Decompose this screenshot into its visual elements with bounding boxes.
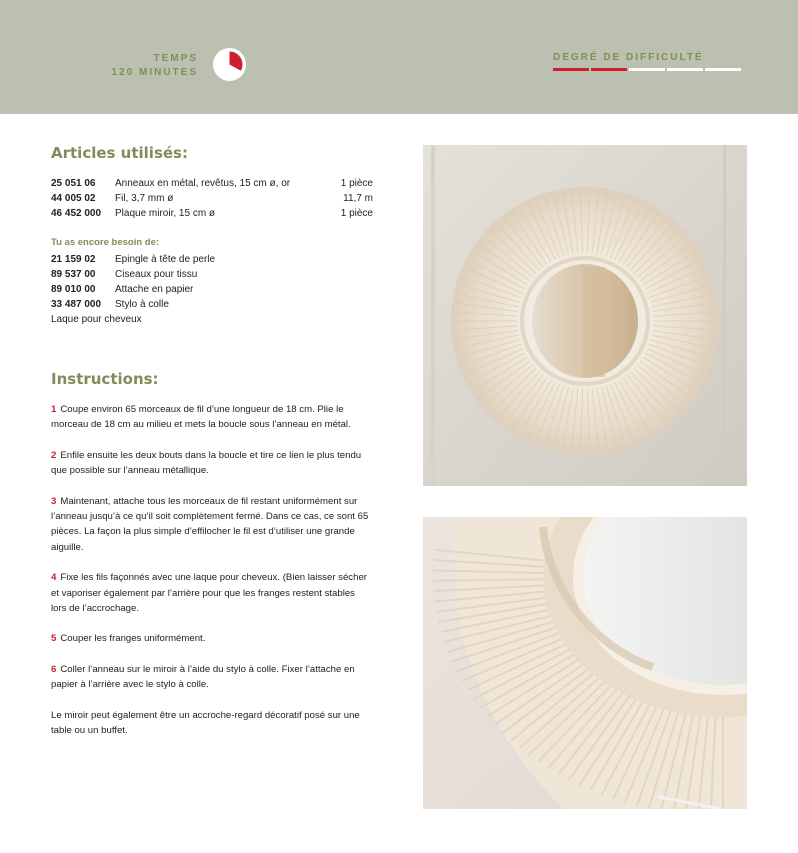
step-text: Enfile ensuite les deux bouts dans la boucle et tire ce lien le plus tendu que possible sur l’anneau métallique. <box>51 449 362 477</box>
materials-list <box>51 176 381 221</box>
difficulty-label: DEGRÉ DE DIFFICULTÉ <box>553 52 704 63</box>
step-number: 3 <box>51 495 57 507</box>
list-item <box>51 297 381 312</box>
step-number: 5 <box>51 633 57 645</box>
extra-list <box>51 252 381 312</box>
closing-note: Le miroir peut également être un accroche-regard décoratif posé sur une table ou un buffet. <box>51 709 360 737</box>
list-item <box>51 267 381 282</box>
step-text: Couper les franges uniformément. <box>60 633 206 645</box>
difficulty-segment <box>553 68 589 71</box>
list-item <box>51 282 381 297</box>
item-code: 89 010 00 <box>51 284 96 295</box>
step <box>51 570 373 616</box>
item-qty: 11,7 m <box>343 193 373 204</box>
item-desc: Stylo à colle <box>115 299 169 310</box>
difficulty-segment <box>591 68 627 71</box>
extra-plain: Laque pour cheveux <box>51 314 142 325</box>
instructions-steps <box>51 402 373 754</box>
header-band <box>0 0 798 114</box>
item-code: 33 487 000 <box>51 299 102 310</box>
step <box>51 662 373 693</box>
item-code: 25 051 06 <box>51 178 96 189</box>
item-desc: Epingle à tête de perle <box>115 254 216 265</box>
step <box>51 631 373 646</box>
item-qty: 1 pièce <box>340 178 373 189</box>
list-item <box>51 191 381 206</box>
materials-title: Articles utilisés: <box>51 144 188 162</box>
step-number: 6 <box>51 664 57 676</box>
step-number: 2 <box>51 449 57 461</box>
clock-icon <box>213 48 246 81</box>
step-text: Coupe environ 65 morceaux de fil d’une longueur de 18 cm. Plie le morceau de 18 cm au milieu et mets la boucle sous l’anneau en métal. <box>51 404 351 431</box>
step-number: 1 <box>51 404 57 415</box>
item-qty: 1 pièce <box>340 208 373 219</box>
item-desc: Ciseaux pour tissu <box>115 269 198 280</box>
instructions-title: Instructions: <box>51 370 159 388</box>
item-code: 46 452 000 <box>51 208 102 219</box>
difficulty-segment <box>705 68 741 71</box>
list-item <box>51 252 381 267</box>
item-code: 21 159 02 <box>51 254 96 265</box>
mirror-photo-detail <box>423 517 747 809</box>
step-text: Fixe les fils façonnés avec une laque pour cheveux. (Bien laisser sécher et vaporiser également par l’arrière pour que les franges restent stables lors de l’accrochage. <box>51 572 367 614</box>
item-desc: Fil, 3,7 mm ø <box>115 193 174 204</box>
item-desc: Attache en papier <box>115 284 194 295</box>
time-block <box>112 52 198 80</box>
difficulty-segment <box>629 68 665 71</box>
list-item <box>51 176 381 191</box>
step <box>51 494 373 555</box>
step-text: Maintenant, attache tous les morceaux de fil restant uniformément sur l’anneau jusqu’à ce qu’il soit complètement fermé. Dans ce cas, ce sont 65 pièces. La façon la plus simple d’effilocher le fil est d’utiliser une grande aiguille. <box>51 495 369 553</box>
step-text: Coller l’anneau sur le miroir à l’aide du stylo à colle. Fixer l’attache en papier à l’arrière avec le stylo à colle. <box>51 664 355 691</box>
item-desc: Plaque miroir, 15 cm ø <box>115 208 216 219</box>
list-item <box>51 206 381 221</box>
step <box>51 402 373 433</box>
item-code: 89 537 00 <box>51 269 96 280</box>
item-desc: Anneaux en métal, revêtus, 15 cm ø, or <box>115 178 291 189</box>
step <box>51 448 373 479</box>
step-number: 4 <box>51 572 57 584</box>
item-code: 44 005 02 <box>51 193 96 204</box>
difficulty-segment <box>667 68 703 71</box>
time-label: TEMPS <box>153 53 198 64</box>
difficulty-meter <box>553 68 741 71</box>
extra-title: Tu as encore besoin de: <box>51 237 160 248</box>
time-value: 120 MINUTES <box>111 67 198 78</box>
mirror-photo-front <box>423 145 747 486</box>
